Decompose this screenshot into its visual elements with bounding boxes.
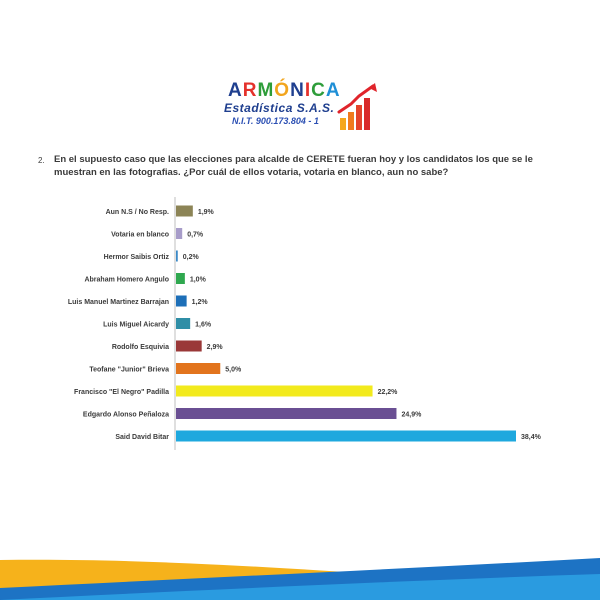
- data-label: 24,9%: [401, 411, 422, 419]
- category-label: Francisco "El Negro" Padilla: [74, 389, 169, 396]
- data-label: 1,2%: [191, 299, 208, 306]
- data-label: 2,9%: [206, 344, 223, 351]
- horizontal-bar-chart: [0, 195, 600, 455]
- data-label: 0,2%: [182, 254, 199, 261]
- category-label: Luis Miguel Aicardy: [103, 321, 169, 329]
- category-label: Aun N.S / No Resp.: [105, 209, 169, 216]
- category-label: Abraham Homero Angulo: [84, 276, 169, 284]
- logo-subtitle: Estadística S.A.S.: [224, 101, 335, 115]
- data-label: 1,0%: [189, 276, 206, 284]
- logo-letter: Ó: [274, 80, 291, 101]
- data-label: 1,6%: [195, 321, 212, 329]
- bar: [176, 296, 187, 307]
- bar: [176, 431, 516, 442]
- bar: [176, 363, 220, 374]
- question-text: En el supuesto caso que las elecciones para alcalde de CERETE fueran hoy y los candidatos los que se le muestran en las fotografias. ¿Por cuál de ellos votaria, votaria en blanco, aun no sabe?: [54, 154, 533, 178]
- logo-letter: I: [304, 80, 312, 101]
- logo-letter: C: [311, 80, 326, 101]
- bar: [176, 228, 182, 239]
- data-label: 0,7%: [187, 231, 204, 239]
- bar: [176, 408, 396, 419]
- bar: [176, 273, 185, 284]
- logo-title: [228, 80, 341, 102]
- bar: [176, 386, 373, 397]
- bar: [176, 341, 202, 352]
- category-label: Said David Bitar: [115, 434, 169, 441]
- bottom-decoration: [0, 540, 600, 600]
- data-label: 5,0%: [225, 366, 242, 374]
- question-number: 2.: [38, 156, 45, 165]
- logo-letter: A: [228, 80, 243, 101]
- survey-question: [38, 153, 538, 179]
- bar: [176, 318, 190, 329]
- bar: [176, 251, 178, 262]
- data-label: 1,9%: [197, 209, 214, 216]
- bar: [176, 206, 193, 217]
- category-label: Edgardo Alonso Peñaloza: [82, 411, 169, 419]
- logo-letter: R: [242, 80, 258, 101]
- category-label: Teofane "Junior" Brieva: [89, 366, 169, 374]
- logo-nit: N.I.T. 900.173.804 - 1: [232, 116, 319, 126]
- category-label: Luis Manuel Martinez Barrajan: [67, 299, 169, 306]
- data-label: 38,4%: [521, 434, 541, 441]
- data-label: 22,2%: [377, 389, 398, 396]
- category-label: Rodolfo Esquivia: [111, 344, 169, 351]
- category-label: Hermor Saibis Ortiz: [103, 254, 169, 261]
- logo-letter: A: [325, 80, 341, 101]
- logo-letter: M: [257, 80, 275, 101]
- logo-letter: N: [290, 80, 305, 101]
- category-label: Votaria en blanco: [111, 231, 169, 239]
- bar-chart-arrow-icon: [337, 82, 381, 132]
